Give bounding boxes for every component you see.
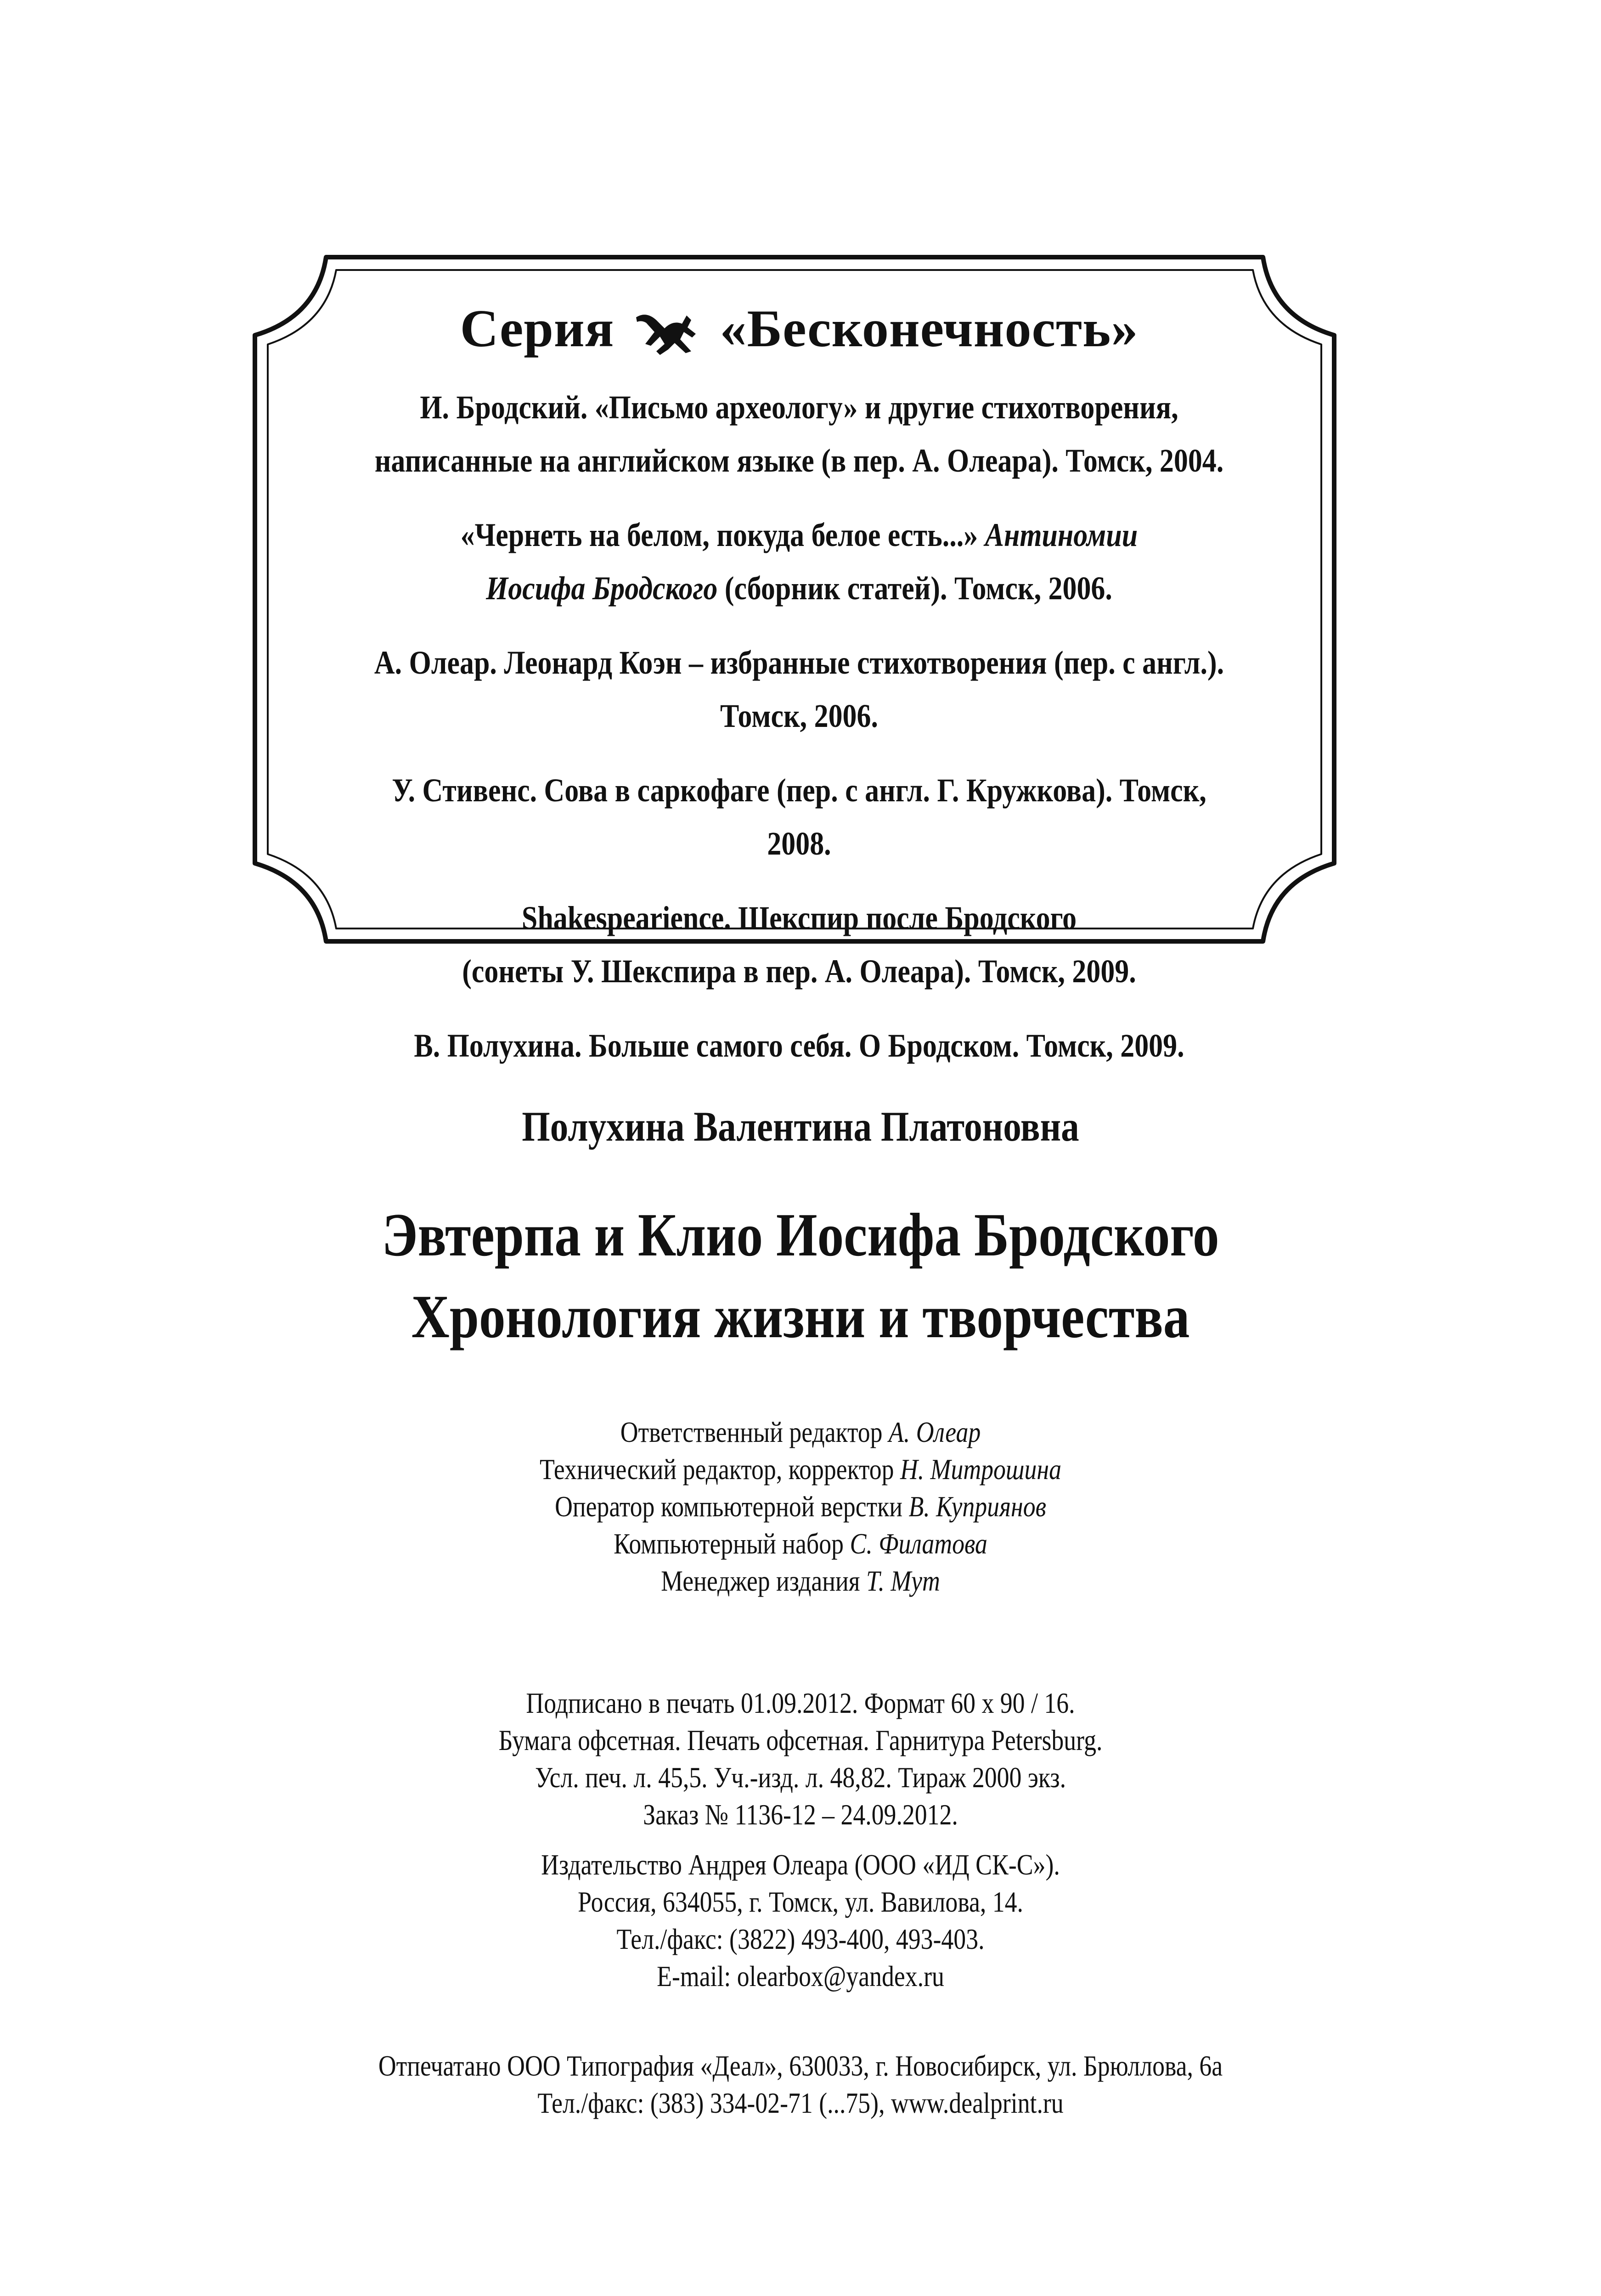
series-book-entry xyxy=(365,1019,1234,1072)
staff-line: Оператор компьютерной верстки В. Куприянов xyxy=(555,1490,1046,1523)
series-books xyxy=(294,381,1304,1072)
series-heading xyxy=(294,298,1304,360)
series-book-line: И. Бродский. «Письмо археологу» и другие стихотворения, xyxy=(420,389,1178,426)
series-book-line: Shakespearience. Шекспир после Бродского xyxy=(521,900,1077,936)
publisher-line: Издательство Андрея Олеара (ООО «ИД СК-С»). xyxy=(541,1848,1060,1881)
series-name: «Бесконечность» xyxy=(720,299,1139,358)
print-line: Бумага офсетная. Печать офсетная. Гарнитура Petersburg. xyxy=(498,1724,1103,1756)
series-book-line: «Чернеть на белом, покуда белое есть...» Антиномии xyxy=(460,517,1138,553)
publisher-line: Россия, 634055, г. Томск, ул. Вавилова, 14. xyxy=(578,1885,1023,1918)
series-book-line: В. Полухина. Больше самого себя. О Бродском. Томск, 2009. xyxy=(414,1027,1184,1064)
staff-line: Менеджер издания Т. Мут xyxy=(661,1564,940,1597)
series-list xyxy=(294,276,1304,1064)
series-book-entry xyxy=(365,891,1234,998)
print-info xyxy=(128,1684,1473,1833)
staff-line: Ответственный редактор А. Олеар xyxy=(620,1416,981,1448)
book-title-line-2: Хронология жизни и творчества xyxy=(411,1283,1190,1351)
series-book-line: (сонеты У. Шекспира в пер. А. Олеара). Томск, 2009. xyxy=(462,953,1136,990)
book-title-line-1: Эвтерпа и Клио Иосифа Бродского xyxy=(382,1201,1219,1269)
series-label: Серия xyxy=(460,299,614,358)
printer-info xyxy=(128,2047,1473,2122)
series-book-line: У. Стивенс. Сова в саркофаге (пер. с англ. Г. Кружкова). Томск, 2008. xyxy=(392,772,1206,862)
editorial-staff xyxy=(128,1413,1473,1599)
author-name: Полухина Валентина Платоновна xyxy=(522,1103,1079,1150)
staff-line: Компьютерный набор С. Филатова xyxy=(614,1527,987,1560)
series-book-line: написанные на английском языке (в пер. А. Олеара). Томск, 2004. xyxy=(374,442,1224,479)
staff-line: Технический редактор, корректор Н. Митрошина xyxy=(540,1453,1061,1486)
series-book-entry xyxy=(365,508,1234,615)
series-book-entry xyxy=(365,381,1234,487)
printer-line: Тел./факс: (383) 334-02-71 (...75), www.dealprint.ru xyxy=(537,2087,1064,2119)
publisher-line: Тел./факс: (3822) 493-400, 493-403. xyxy=(616,1923,985,1955)
printer-line: Отпечатано ООО Типография «Деал», 630033, г. Новосибирск, ул. Брюллова, 6а xyxy=(378,2049,1223,2082)
print-line: Подписано в печать 01.09.2012. Формат 60 х 90 / 16. xyxy=(526,1687,1075,1719)
print-line: Заказ № 1136-12 – 24.09.2012. xyxy=(643,1798,958,1831)
series-book-line: Иосифа Бродского (сборник статей). Томск, 2006. xyxy=(486,570,1112,607)
publisher-email: E-mail: olearbox@yandex.ru xyxy=(657,1960,944,1992)
running-dog-icon xyxy=(632,302,701,357)
series-book-line: А. Олеар. Леонард Коэн – избранные стихотворения (пер. с англ.). Томск, 2006. xyxy=(374,644,1224,734)
print-line: Усл. печ. л. 45,5. Уч.-изд. л. 48,82. Тираж 2000 экз. xyxy=(535,1761,1066,1794)
series-book-entry xyxy=(365,764,1234,870)
series-book-entry xyxy=(365,636,1234,743)
publisher-info xyxy=(128,1846,1473,1995)
